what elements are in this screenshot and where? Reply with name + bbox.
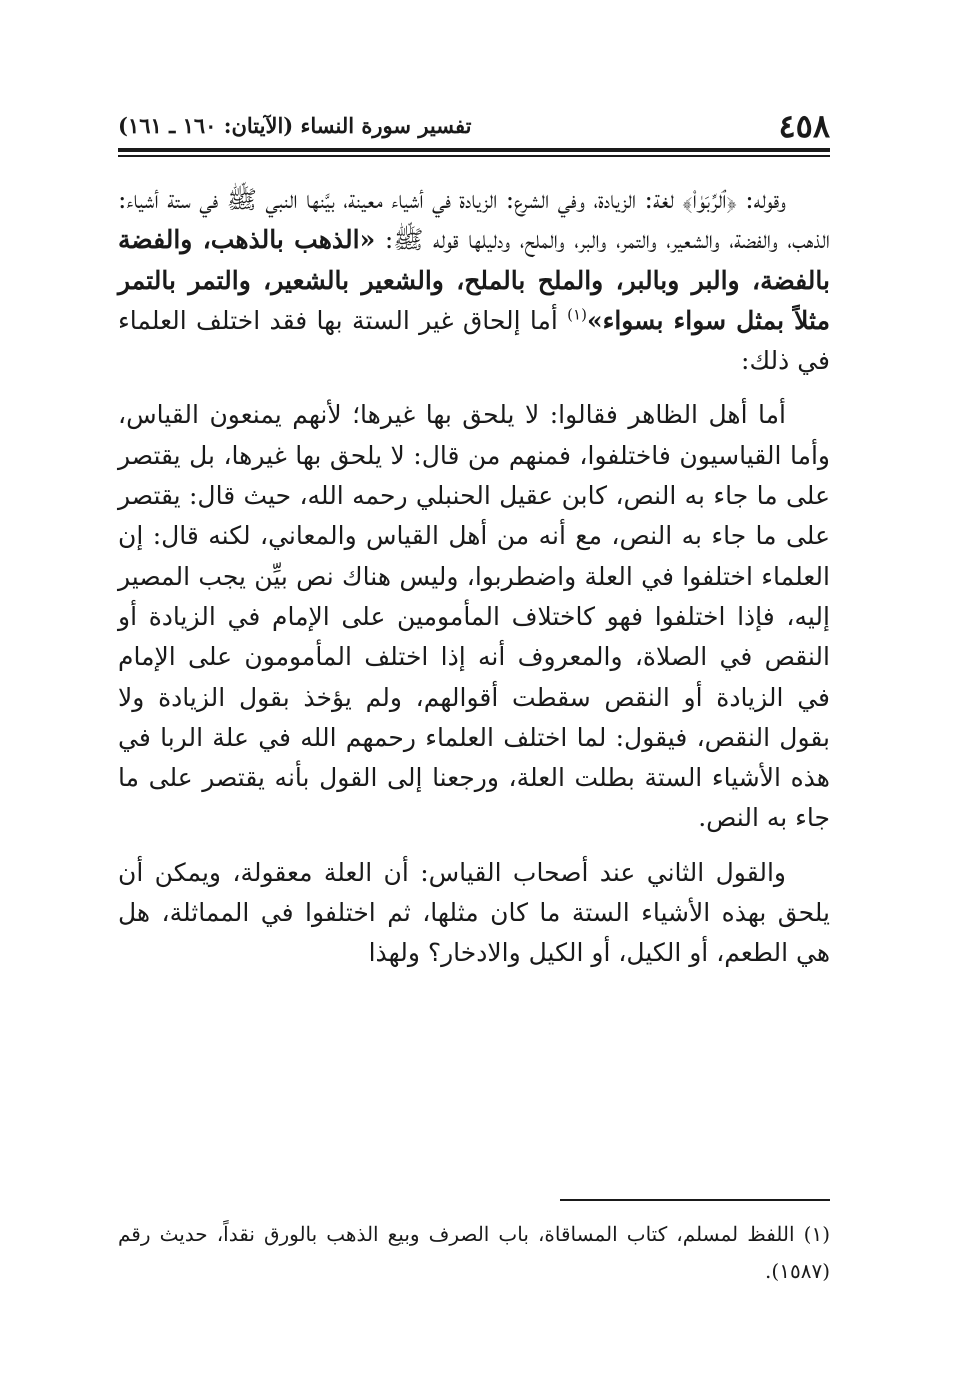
footnote-separator: [560, 1199, 830, 1201]
footnote: (١) اللفظ لمسلم، كتاب المساقاة، باب الصرف وبيع الذهب بالورق نقداً، حديث رقم (١٥٨٧).: [118, 1222, 830, 1283]
paragraph: [118, 395, 830, 838]
paragraph: [118, 853, 830, 974]
text-segment: أما أهل الظاهر فقالوا: لا يلحق بها غيرها؛ لأنهم يمنعون القياس، وأما القياسيون فاختلفوا، فمنهم من قال: لا يلحق بها غيرها، بل يقتصر على ما جاء به النص، كابن عقيل الحنبلي رحمه الله، حيث قال: يقتصر على ما جاء به النص، مع أنه من أهل القياس والمعاني، لكنه قال: إن العلماء اختلفوا في العلة واضطربوا، وليس هناك نص بيِّن يجب المصير إليه، فإذا اختلفوا فهو كاختلاف المأمومين على الإمام في الزيادة أو النقص في الصلاة، والمعروف أنه إذا اختلف المأمومون على الإمام في الزيادة أو النقص سقطت أقوالهم، ولم يؤخذ بقول الزيادة ولا بقول النقص، فيقول: لما اختلف العلماء رحمهم الله في علة الربا في هذه الأشياء الستة بطلت العلة، ورجعنا إلى القول بأنه يقتصر على ما جاء به النص.: [118, 400, 830, 833]
header-rule-thick: [118, 148, 830, 152]
text-segment: وقوله: ﴿ٱلرِّبَوٰا۟﴾ لغة: الزيادة، وفي الشرع: الزيادة في أشياء معينة، بيَّنها النبي ﷺ في ستة أشياء: الذهب، والفضة، والشعير، والتمر، والبر، والملح، ودليلها قوله ﷺ:: [118, 185, 830, 255]
footnotes: [118, 1216, 830, 1290]
page-number: ٤٥٨: [778, 107, 830, 145]
text-segment: والقول الثاني عند أصحاب القياس: أن العلة معقولة، ويمكن أن يلحق بهذه الأشياء الستة ما كان مثلها، ثم اختلفوا في المماثلة، هل هي الطعم، أو الكيل، أو الكيل والادخار؟ ولهذا: [118, 857, 830, 968]
running-title: تفسير سورة النساء (الآيتان: ١٦٠ ـ ١٦١): [118, 113, 472, 138]
paragraph: [118, 180, 830, 381]
footnote-marker: (١): [567, 305, 587, 324]
header-rule-thin: [118, 155, 830, 157]
main-text: [118, 180, 830, 974]
text-segment: أما إلحاق غير الستة بها فقد اختلف العلماء في ذلك:: [118, 305, 830, 376]
page-header: [118, 106, 830, 146]
hadith-quote: «الذهب بالذهب، والفضة بالفضة، والبر وبالبر، والملح بالملح، والشعير بالشعير، والتمر بالتمر مثلاً بمثل سواء بسواء»: [118, 225, 830, 335]
